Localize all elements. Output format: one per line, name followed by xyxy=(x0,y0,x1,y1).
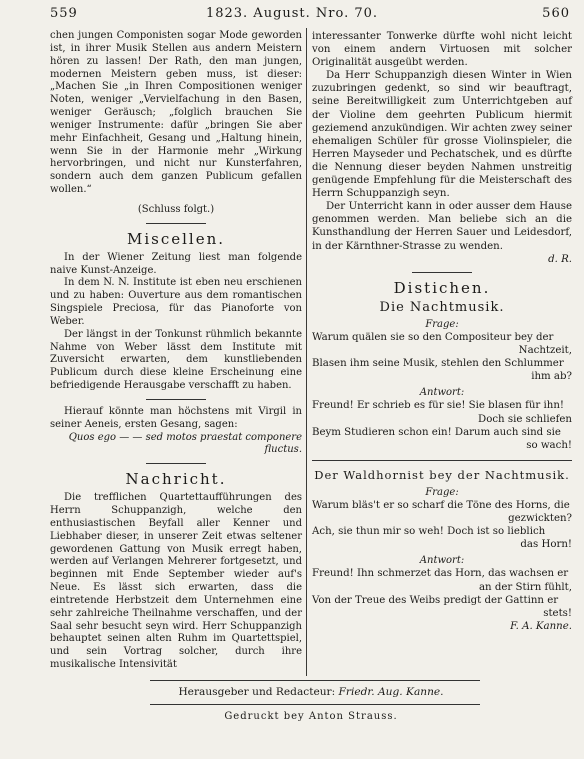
author-signature: F. A. Kanne. xyxy=(510,620,572,632)
verse-line: gezwickten? xyxy=(508,513,572,525)
antwort-label: Antwort: xyxy=(419,387,465,399)
misc-paragraph: In dem N. N. Institute ist eben neu erschienen und zu haben: Ouverture aus dem romantischen Singspiele Preciosa, für das Pianoforte von Weber. xyxy=(50,277,302,327)
verse-line: stets! xyxy=(543,607,572,619)
verse-line: ihm ab? xyxy=(531,371,572,383)
article-paragraph: Der Unterricht kann in oder ausser dem Hause genommen werden. Man beliebe sich an die Kunsthandlung der Herren Sauer und Leidesdorf, in der Kärnthner-Strasse zu wenden. xyxy=(312,201,572,252)
nachricht-paragraph: Die trefflichen Quartettaufführungen des Herrn Schuppanzigh, welche den enthusiastischen Beyfall aller Kenner und Liebhaber dieser, in unserer Zeit etwas seltener gewordenen Gattung von Musik erregt haben, werden auf Verlangen Mehrerer fortgesetzt, und beginnen mit Ende September wieder auf's Neue. Es lässt sich erwarten, dass die eintretende Herbstzeit dem Unternehmen eine sehr zahlreiche Theilnahme verschaffen, und der Saal sehr besucht seyn wird. Herr Schuppanzigh behauptet seinen alten Ruhm im Quartettspiel, und sein Vortrag solcher, durch ihre musikalische Intensivität xyxy=(50,492,302,671)
verse-line: Doch sie schliefen xyxy=(478,413,572,425)
left-column xyxy=(50,30,302,672)
antwort-label: Antwort: xyxy=(419,555,465,567)
verse-line: an der Stirn fühlt, xyxy=(478,581,572,593)
schluss-note: (Schluss folgt.) xyxy=(137,203,215,215)
column-divider xyxy=(306,28,307,676)
verse-line: Von der Treue des Weibs predigt der Gattinn er xyxy=(312,594,559,606)
footer-rule xyxy=(150,680,480,681)
poem-title-nachtmusik: Die Nachtmusik. xyxy=(379,299,505,315)
editor-name: Friedr. Aug. Kanne. xyxy=(338,686,444,698)
verse-line: Freund! Er schrieb es für sie! Sie blasen für ihn! xyxy=(312,400,565,412)
editor-line xyxy=(50,686,572,698)
section-heading-nachricht: Nachricht. xyxy=(125,470,227,489)
divider xyxy=(312,460,572,461)
printer-line: Gedruckt bey Anton Strauss. xyxy=(224,711,398,722)
frage-label: Frage: xyxy=(425,486,459,498)
verse-line: Warum quälen sie so den Compositeur bey der xyxy=(312,331,554,343)
virgil-paragraph: Hierauf könnte man höchstens mit Virgil in seiner Aeneis, ersten Gesang, sagen: xyxy=(50,405,302,430)
article-paragraph: Da Herr Schuppanzigh diesen Winter in Wien zuzubringen gedenkt, so sind wir beauftragt, seine Bereitwilligkeit zum Unterrichtgeben auf der Violine dem geehrten Publicum hiermit geziemend anzukündigen. Wir achten zwey seiner ehemaligen Schüler für grosse Violinspieler, die Herren Mayseder und Pechatschek, und es dürfte die Nennung dieser beyden Nahmen unstreitig genügende Empfehlung für die Meisterschaft des Herrn Schuppanzigh seyn. xyxy=(312,70,572,200)
latin-quote: Quos ego — — sed motos praestat componere fluctus. xyxy=(68,431,302,456)
divider xyxy=(146,223,206,224)
poem-title-waldhornist: Der Waldhornist bey der Nachtmusik. xyxy=(314,467,570,482)
editor-signature: d. R. xyxy=(548,253,572,265)
divider xyxy=(412,272,472,273)
verse-line: Ach, sie thun mir so weh! Doch ist so lieblich xyxy=(312,526,546,538)
verse-line: so wach! xyxy=(526,439,572,451)
misc-paragraph: Der längst in der Tonkunst rühmlich bekannte Nahme von Weber lässt dem Institute mit Zuversicht erwarten, dem kunstliebenden Publicum durch diese kleine Erscheinung eine befriedigende Herausgabe verschafft zu haben. xyxy=(50,328,302,392)
page-number-right: 560 xyxy=(542,6,570,21)
right-column xyxy=(312,30,572,633)
verse-line: Warum bläs't er so scharf die Töne des Horns, die xyxy=(312,500,570,511)
article-continuation: chen jungen Componisten sogar Mode geworden ist, in ihrer Musik Stellen aus andern Meistern hören zu lassen! Der Rath, den man jungen, modernen Meistern geben muss, ist dieser: „Machen Sie „in Ihren Compositionen weniger Noten, weniger „Vervielfachung in den Basen, weniger Geräusch; „folglich brauchen Sie weniger Instrumente: dafür „bringen Sie aber mehr Einfachheit, Gesang und „Haltung hinein, wenn Sie in der Harmonie mehr „Wirkung hervorbringen, und nicht nur Kunsterfahren, sondern auch dem ganzen Publicum gefallen wollen.“ xyxy=(50,30,302,196)
issue-header: 1823. August. Nro. 70. xyxy=(205,6,379,21)
verse-line: Blasen ihm seine Musik, stehlen den Schlummer xyxy=(312,358,564,370)
editor-label: Herausgeber und Redacteur: xyxy=(178,686,336,698)
verse-line: Beym Studieren schon ein! Darum auch sind sie xyxy=(312,426,561,438)
section-heading-distichen: Distichen. xyxy=(393,278,491,297)
verse-line: Nachtzeit, xyxy=(518,345,572,357)
page-number-left: 559 xyxy=(50,6,78,21)
divider xyxy=(146,399,206,400)
misc-paragraph: In der Wiener Zeitung liest man folgende naive Kunst-Anzeige. xyxy=(50,251,302,276)
section-heading-miscellen: Miscellen. xyxy=(126,229,226,248)
footer-rule xyxy=(150,704,480,705)
verse-line: das Horn! xyxy=(520,539,572,551)
frage-label: Frage: xyxy=(425,318,459,330)
divider xyxy=(146,463,206,464)
article-continuation: interessanter Tonwerke dürfte wohl nicht leicht von einem andern Virtuosen mit solcher Originalität ausgeübt werden. xyxy=(312,31,572,69)
verse-line: Freund! Ihn schmerzet das Horn, das wachsen er xyxy=(312,568,569,580)
